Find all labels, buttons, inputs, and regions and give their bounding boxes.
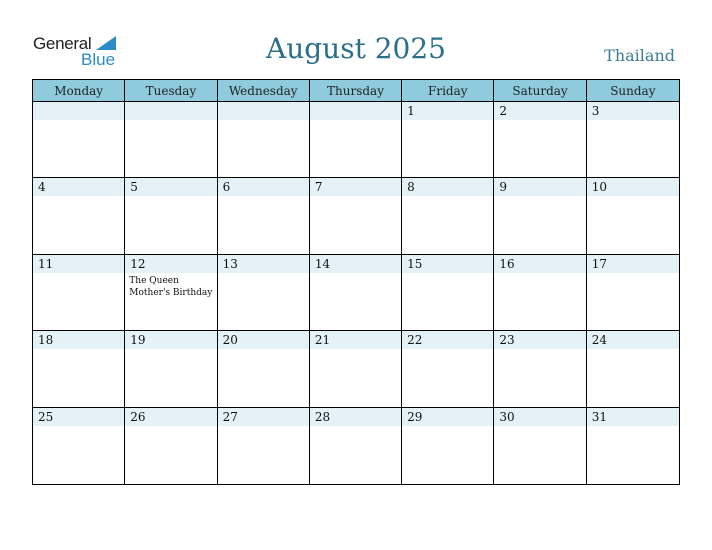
- day-number: 17: [587, 255, 679, 273]
- day-number: [218, 102, 309, 120]
- logo-blue-text: Blue: [81, 50, 116, 69]
- day-number: 5: [125, 178, 216, 196]
- day-cell: [402, 408, 494, 484]
- day-cell: [402, 102, 494, 178]
- day-number: [33, 102, 124, 120]
- day-cell: [33, 178, 125, 254]
- day-cell: [494, 255, 586, 331]
- day-number: 10: [587, 178, 679, 196]
- day-cell: [218, 255, 310, 331]
- day-cell: [402, 331, 494, 407]
- day-number: 30: [494, 408, 585, 426]
- day-cell: [310, 178, 402, 254]
- day-number: 20: [218, 331, 309, 349]
- day-cell: [125, 408, 217, 484]
- day-number: 18: [33, 331, 124, 349]
- day-cell: [587, 102, 679, 178]
- day-number: 19: [125, 331, 216, 349]
- day-number: 31: [587, 408, 679, 426]
- day-number: 14: [310, 255, 401, 273]
- day-cell: [33, 255, 125, 331]
- day-cell: [402, 255, 494, 331]
- logo-general-text: General: [33, 34, 92, 53]
- day-cell: [310, 255, 402, 331]
- day-number: [125, 102, 216, 120]
- day-number: 24: [587, 331, 679, 349]
- day-cell: [494, 178, 586, 254]
- day-number: 26: [125, 408, 216, 426]
- day-cell: [310, 102, 402, 178]
- weekday-header: Tuesday: [125, 80, 217, 102]
- day-number: 7: [310, 178, 401, 196]
- day-number: 15: [402, 255, 493, 273]
- day-number: 12: [125, 255, 216, 273]
- day-cell: [33, 331, 125, 407]
- day-cell: [125, 178, 217, 254]
- day-cell: [402, 178, 494, 254]
- holiday-label: The Queen Mother's Birthday: [129, 275, 213, 298]
- country-label: Thailand: [604, 46, 675, 65]
- weekday-header: Monday: [33, 80, 125, 102]
- day-cell: [33, 408, 125, 484]
- weekday-header: Sunday: [587, 80, 679, 102]
- weekday-header: Friday: [402, 80, 494, 102]
- day-cell: [587, 255, 679, 331]
- day-number: 1: [402, 102, 493, 120]
- weekday-header: Thursday: [310, 80, 402, 102]
- day-cell: [310, 408, 402, 484]
- day-cell: [587, 331, 679, 407]
- day-cell: [218, 331, 310, 407]
- day-number: 28: [310, 408, 401, 426]
- day-cell: [494, 102, 586, 178]
- weekday-header: Wednesday: [218, 80, 310, 102]
- day-number: 25: [33, 408, 124, 426]
- day-cell: [218, 102, 310, 178]
- day-cell: [310, 331, 402, 407]
- calendar-title: August 2025: [266, 32, 446, 65]
- day-number: 27: [218, 408, 309, 426]
- day-number: [310, 102, 401, 120]
- day-cell: [33, 102, 125, 178]
- day-number: 29: [402, 408, 493, 426]
- day-cell: [587, 178, 679, 254]
- weekday-header: Saturday: [494, 80, 586, 102]
- day-number: 21: [310, 331, 401, 349]
- day-number: 23: [494, 331, 585, 349]
- day-cell: [218, 178, 310, 254]
- day-number: 4: [33, 178, 124, 196]
- day-number: 8: [402, 178, 493, 196]
- day-cell: [125, 255, 217, 331]
- day-number: 22: [402, 331, 493, 349]
- day-cell: [218, 408, 310, 484]
- day-number: 2: [494, 102, 585, 120]
- day-cell: [125, 102, 217, 178]
- day-number: 6: [218, 178, 309, 196]
- calendar-grid: [32, 79, 680, 485]
- day-number: 13: [218, 255, 309, 273]
- day-number: 9: [494, 178, 585, 196]
- day-cell: [587, 408, 679, 484]
- day-number: 3: [587, 102, 679, 120]
- day-number: 16: [494, 255, 585, 273]
- day-cell: [125, 331, 217, 407]
- day-cell: [494, 331, 586, 407]
- day-cell: [494, 408, 586, 484]
- day-number: 11: [33, 255, 124, 273]
